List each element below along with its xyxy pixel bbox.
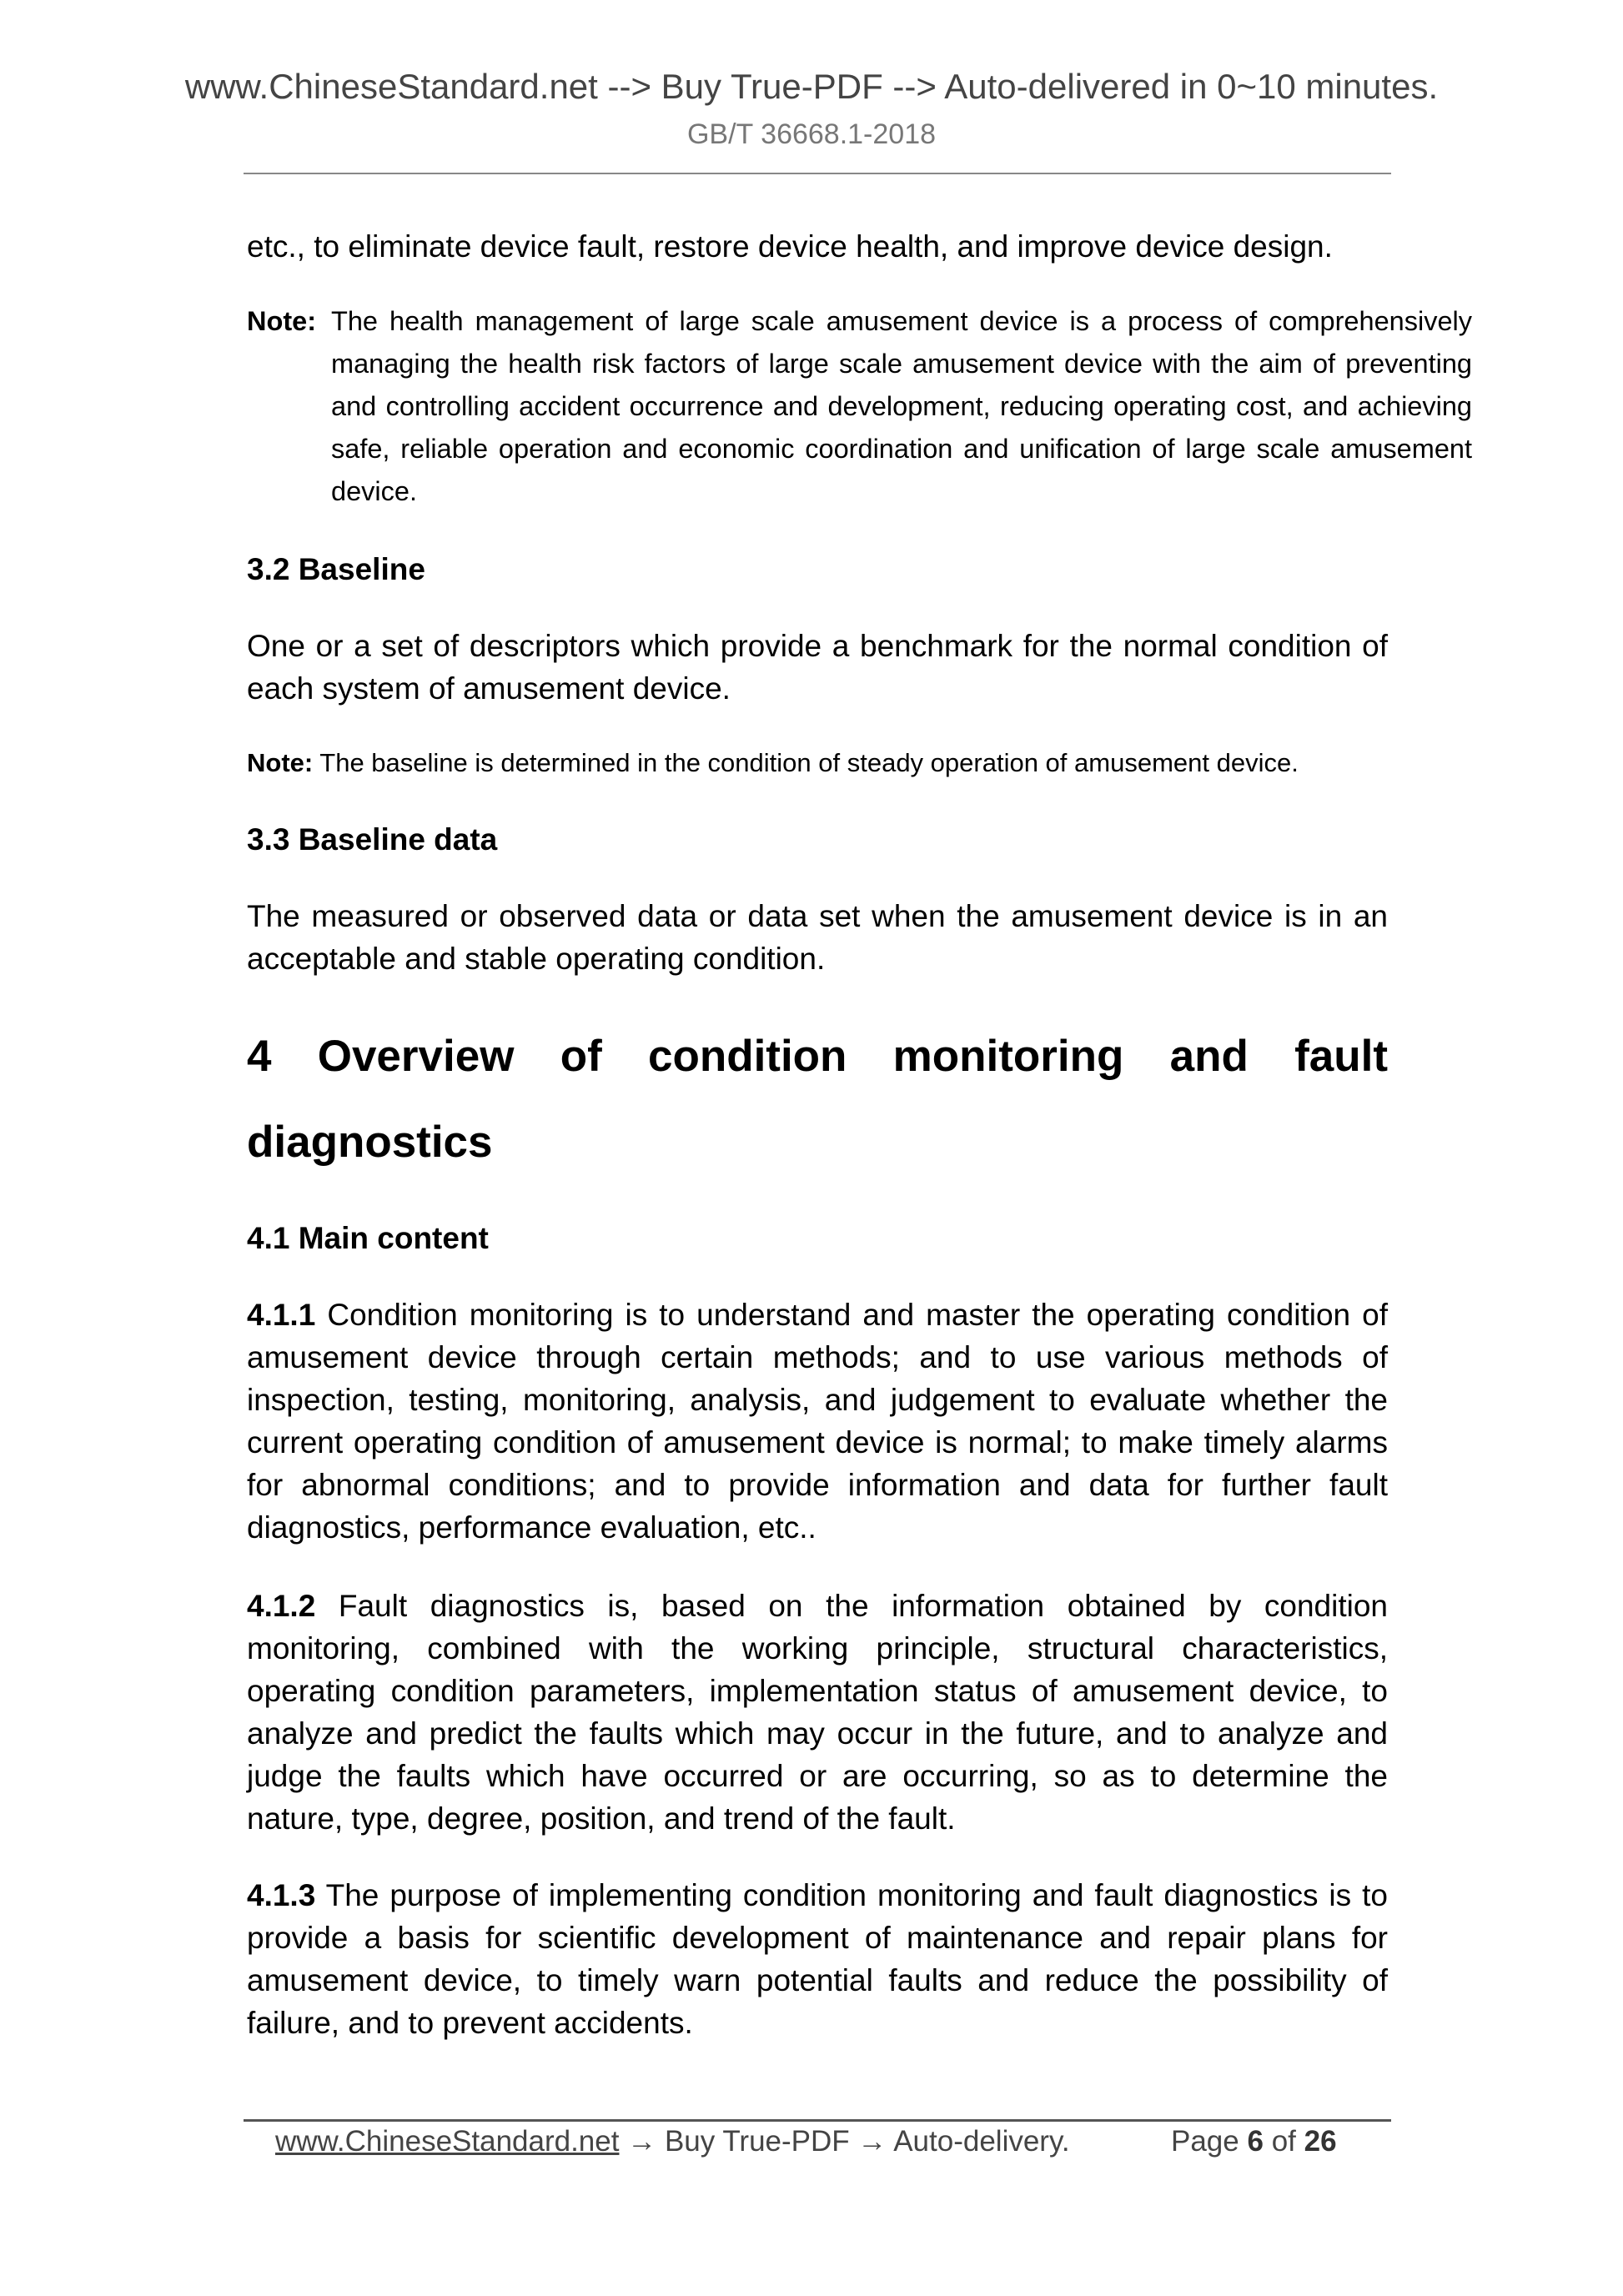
footer-buy: Buy True-PDF <box>664 2125 850 2158</box>
clause-text: Condition monitoring is to understand and master the operating condition of amusement device through certain methods; and to use various methods of inspection, testing, monitoring, analysis, and judgement to evaluate whether the current operating condition of amusement device is normal; to make timely alarms for abnormal conditions; and to provide information and data for further fault diagnostics, performance evaluation, etc.. <box>247 1298 1388 1545</box>
note-text: The baseline is determined in the condition of steady operation of amusement device. <box>319 748 1299 777</box>
clause-text: Fault diagnostics is, based on the information obtained by condition monitoring, combined with the working principle, structural characteristics, operating condition parameters, implementation status of amusement device, to analyze and predict the faults which may occur in the future, and to analyze and judge the faults which have occurred or are occurring, so as to determine the nature, type, degree, position, and trend of the fault. <box>247 1589 1388 1836</box>
section-4-1-title: 4.1 Main content <box>247 1221 489 1255</box>
page-of: of <box>1271 2125 1296 2158</box>
section-3-2-title: 3.2 Baseline <box>247 552 425 586</box>
clause-4-1-2 <box>247 1585 1388 1840</box>
page-current: 6 <box>1247 2125 1264 2158</box>
page-number <box>1171 2125 1337 2158</box>
footer-divider <box>244 2119 1391 2122</box>
clause-text: The purpose of implementing condition monitoring and fault diagnostics is to provide a basis for scientific development of maintenance and repair plans for amusement device, to timely warn potential faults and reduce the possibility of failure, and to prevent accidents. <box>247 1878 1388 2040</box>
section-4-title <box>247 1013 1388 1185</box>
clause-number: 4.1.3 <box>247 1878 316 1912</box>
note-label: Note: <box>247 748 314 777</box>
section-3-3-title: 3.3 Baseline data <box>247 822 498 857</box>
page-label: Page <box>1171 2125 1239 2158</box>
clause-4-1-1 <box>247 1294 1388 1549</box>
clause-number: 4.1.1 <box>247 1298 316 1332</box>
arrow-icon: → <box>857 2125 887 2158</box>
header-divider <box>244 173 1391 174</box>
intro-paragraph: etc., to eliminate device fault, restore device health, and improve device design. <box>247 229 1333 264</box>
note-text: The health management of large scale amusement device is a process of comprehensively managing the health risk factors of large scale amusement device with the aim of preventing and controlling accident occurrence and development, reducing operating cost, and achieving safe, reliable operation and economic coordination and unification of large scale amusement device. <box>331 306 1472 506</box>
footer-text <box>275 2125 1070 2158</box>
section-3-2-text: One or a set of descriptors which provide a benchmark for the normal condition of each system of amusement device. <box>247 629 1388 706</box>
note-label: Note: <box>247 306 317 336</box>
note-health-management <box>247 300 1472 513</box>
section-4-title-line2: diagnostics <box>247 1118 493 1167</box>
note-baseline <box>247 741 1388 784</box>
section-3-3-text: The measured or observed data or data set when the amusement device is in an acceptable and stable operating condition. <box>247 899 1388 976</box>
header-banner: www.ChineseStandard.net --> Buy True-PDF --> Auto-delivered in 0~10 minutes. <box>184 67 1439 106</box>
standard-code: GB/T 36668.1-2018 <box>686 118 937 150</box>
clause-4-1-3 <box>247 1874 1388 2044</box>
clause-number: 4.1.2 <box>247 1589 316 1623</box>
footer-link[interactable]: www.ChineseStandard.net <box>275 2125 620 2158</box>
footer-delivery: Auto-delivery. <box>893 2125 1070 2158</box>
arrow-icon: → <box>627 2125 657 2158</box>
page-total: 26 <box>1304 2125 1337 2158</box>
section-4-title-line1: 4 Overview of condition monitoring and fault <box>247 1032 1388 1081</box>
